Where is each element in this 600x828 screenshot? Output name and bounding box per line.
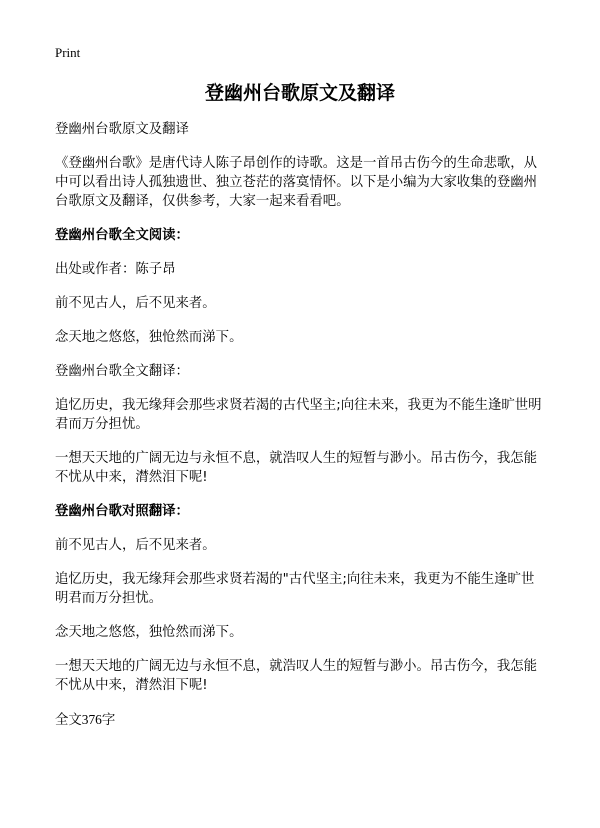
- comparison-poem-line: 念天地之悠悠，独怆然而涕下。: [55, 625, 243, 640]
- comparison-paragraph: 追忆历史，我无缘拜会那些求贤若渴的"古代坚主;向往未来，我更为不能生逢旷世明君而万分担忧。: [55, 572, 535, 606]
- section-heading-full-text: 登幽州台歌全文阅读：: [55, 228, 189, 243]
- translation-paragraph: 一想天天地的广阔无边与永恒不息，就浩叹人生的短暂与渺小。吊古伤今，我怎能不忧从中来，潸然泪下呢!: [55, 451, 538, 485]
- intro-paragraph: 《登幽州台歌》是唐代诗人陈子昂创作的诗歌。这是一首吊古伤今的生命悲歌，从中可以看出诗人孤独遗世、独立苍茫的落寞情怀。以下是小编为大家收集的登幽州台歌原文及翻译，仅供参考，大家一起来看看吧。: [55, 156, 538, 209]
- intro-heading: 登幽州台歌原文及翻译: [55, 122, 189, 137]
- comparison-paragraph: 一想天天地的广阔无边与永恒不息，就浩叹人生的短暂与渺小。吊古伤今，我怎能不忧从中来，潸然泪下呢!: [55, 659, 538, 693]
- page-title: 登幽州台歌原文及翻译: [204, 82, 395, 104]
- translation-paragraph: 追忆历史，我无缘拜会那些求贤若渴的古代坚主;向往未来，我更为不能生逢旷世明君而万分担忧。: [55, 398, 542, 432]
- poem-line: 前不见古人，后不见来者。: [55, 296, 216, 311]
- comparison-poem-line: 前不见古人，后不见来者。: [55, 538, 216, 553]
- translation-heading: 登幽州台歌全文翻译：: [55, 364, 189, 379]
- section-heading-comparison: 登幽州台歌对照翻译：: [55, 504, 189, 519]
- print-link[interactable]: Print: [55, 45, 81, 60]
- article-body: [55, 120, 547, 729]
- poem-line: 念天地之悠悠，独怆然而涕下。: [55, 330, 243, 345]
- author-line: 出处或作者：陈子昂: [55, 262, 176, 277]
- word-count: 全文376字: [55, 712, 116, 727]
